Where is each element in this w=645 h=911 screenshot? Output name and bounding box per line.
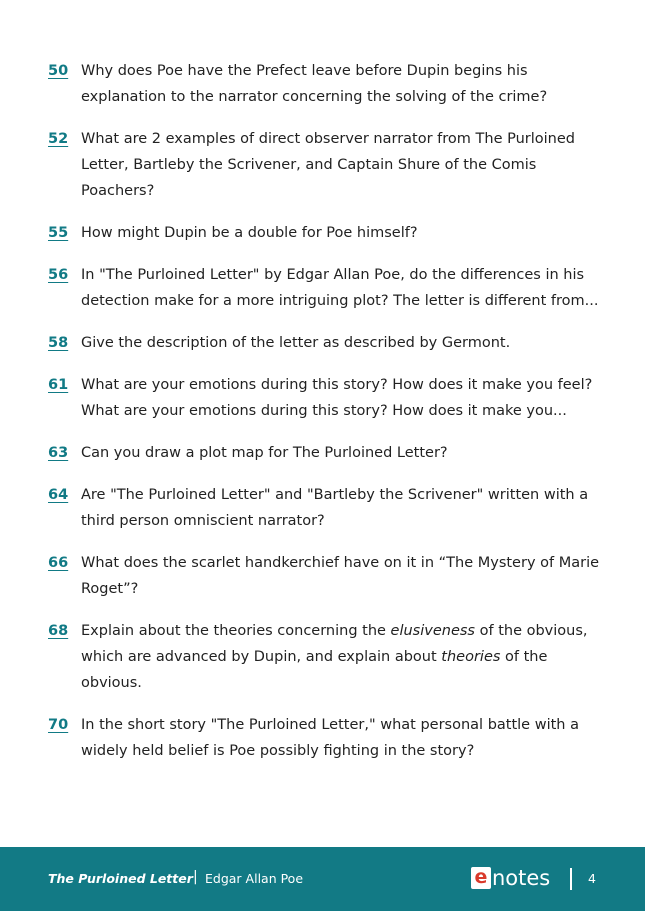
question-item xyxy=(48,550,608,602)
question-text xyxy=(81,712,608,764)
question-text xyxy=(81,220,608,246)
question-item xyxy=(48,712,608,764)
question-text-segment: What does the scarlet handkerchief have on it in “The Mystery of Marie Roget”? xyxy=(81,555,600,597)
question-number-link[interactable]: 66 xyxy=(48,555,69,571)
question-number-link[interactable]: 58 xyxy=(48,335,69,351)
question-text-segment: Can you draw a plot map for The Purloined Letter? xyxy=(81,445,448,461)
question-text-segment: Are "The Purloined Letter" and "Bartleby the Scrivener" written with a third person omniscient narrator? xyxy=(81,487,589,529)
footer-book-title: The Purloined Letter xyxy=(48,871,193,886)
question-text-segment: of the obvious. xyxy=(81,649,548,691)
question-item xyxy=(48,58,608,110)
question-item xyxy=(48,220,608,246)
question-number-link[interactable]: 68 xyxy=(48,623,69,639)
question-text xyxy=(81,262,608,314)
question-text-segment: What are your emotions during this story? How does it make you feel? What are your emotions during this story? How does it make you... xyxy=(81,377,593,419)
question-text xyxy=(81,618,608,696)
page-number: 4 xyxy=(588,871,596,886)
question-text-segment: What are 2 examples of direct observer narrator from The Purloined Letter, Bartleby the Scrivener, and Captain Shure of the Comis Poachers? xyxy=(81,131,575,199)
question-text-segment: In "The Purloined Letter" by Edgar Allan Poe, do the differences in his detection make for a more intriguing plot? The letter is different from... xyxy=(81,267,599,309)
question-number-link[interactable]: 56 xyxy=(48,267,69,283)
question-item xyxy=(48,126,608,204)
question-item xyxy=(48,440,608,466)
question-number-link[interactable]: 64 xyxy=(48,487,69,503)
question-number-link[interactable]: 63 xyxy=(48,445,69,461)
question-number-link[interactable]: 55 xyxy=(48,225,69,241)
footer-separator: | xyxy=(193,869,198,885)
question-text xyxy=(81,550,608,602)
footer-divider xyxy=(570,868,572,890)
question-text xyxy=(81,58,608,110)
question-item xyxy=(48,262,608,314)
question-text-segment: In the short story "The Purloined Letter," what personal battle with a widely held belief is Poe possibly fighting in the story? xyxy=(81,717,579,759)
question-item xyxy=(48,372,608,424)
enotes-logo[interactable] xyxy=(471,867,550,889)
emphasized-text: theories xyxy=(441,649,501,665)
question-text xyxy=(81,372,608,424)
question-list xyxy=(48,58,608,780)
question-text-segment: Why does Poe have the Prefect leave before Dupin begins his explanation to the narrator concerning the solving of the crime? xyxy=(81,63,548,105)
question-text xyxy=(81,126,608,204)
question-text-segment: of the obvious, which are advanced by Dupin, and explain about xyxy=(81,623,588,665)
question-number-link[interactable]: 50 xyxy=(48,63,69,79)
page-footer xyxy=(0,847,645,911)
question-text xyxy=(81,482,608,534)
question-item xyxy=(48,482,608,534)
emphasized-text: elusiveness xyxy=(390,623,475,639)
question-text-segment: Explain about the theories concerning the xyxy=(81,623,391,639)
question-number-link[interactable]: 61 xyxy=(48,377,69,393)
question-text xyxy=(81,330,608,356)
question-number-link[interactable]: 70 xyxy=(48,717,69,733)
question-item xyxy=(48,618,608,696)
enotes-logo-word: notes xyxy=(492,866,551,890)
question-item xyxy=(48,330,608,356)
question-number-link[interactable]: 52 xyxy=(48,131,69,147)
question-text-segment: Give the description of the letter as described by Germont. xyxy=(81,335,511,351)
footer-author: Edgar Allan Poe xyxy=(205,871,304,886)
enotes-logo-e: e xyxy=(471,867,491,889)
question-text-segment: How might Dupin be a double for Poe himself? xyxy=(81,225,418,241)
question-text xyxy=(81,440,608,466)
